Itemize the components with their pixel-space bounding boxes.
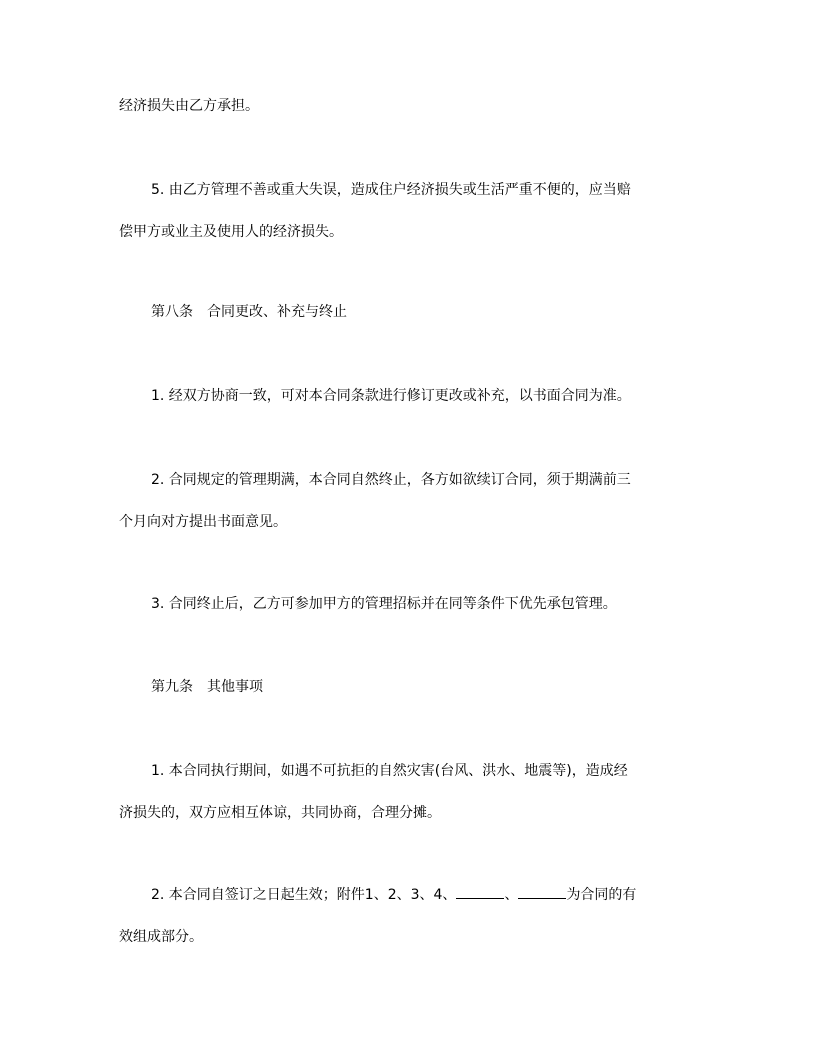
clause-5-line-1: 5. 由乙方管理不善或重大失误，造成住户经济损失或生活严重不便的，应当赔 xyxy=(151,182,631,198)
article-8-item-3: 3. 合同终止后，乙方可参加甲方的管理招标并在同等条件下优先承包管理。 xyxy=(151,596,617,612)
article-9-item-1-line-1: 1. 本合同执行期间，如遇不可抗拒的自然灾害(台风、洪水、地震等)，造成经 xyxy=(151,763,628,779)
item-2-text-before: 2. 本合同自签订之日起生效；附件1、2、3、4、 xyxy=(151,887,457,903)
article-9-item-2-line-2: 效组成部分。 xyxy=(119,929,203,945)
paragraph-line: 经济损失由乙方承担。 xyxy=(119,98,259,114)
article-8-heading: 第八条 合同更改、补充与终止 xyxy=(151,304,347,320)
blank-underline-2 xyxy=(518,884,566,899)
separator-text: 、 xyxy=(504,887,519,903)
article-8-item-1: 1. 经双方协商一致，可对本合同条款进行修订更改或补充，以书面合同为准。 xyxy=(151,388,631,404)
article-9-item-2-line-1 xyxy=(119,874,731,916)
article-8-item-2-line-1: 2. 合同规定的管理期满，本合同自然终止，各方如欲续订合同，须于期满前三 xyxy=(151,472,631,488)
article-8-item-2-line-2: 个月向对方提出书面意见。 xyxy=(119,514,287,530)
article-9-heading: 第九条 其他事项 xyxy=(151,679,263,695)
blank-underline-1 xyxy=(456,884,504,899)
article-9-item-1-line-2: 济损失的，双方应相互体谅，共同协商，合理分摊。 xyxy=(119,805,441,821)
clause-5-line-2: 偿甲方或业主及使用人的经济损失。 xyxy=(119,224,343,240)
item-2-text-after: 为合同的有 xyxy=(566,887,637,903)
